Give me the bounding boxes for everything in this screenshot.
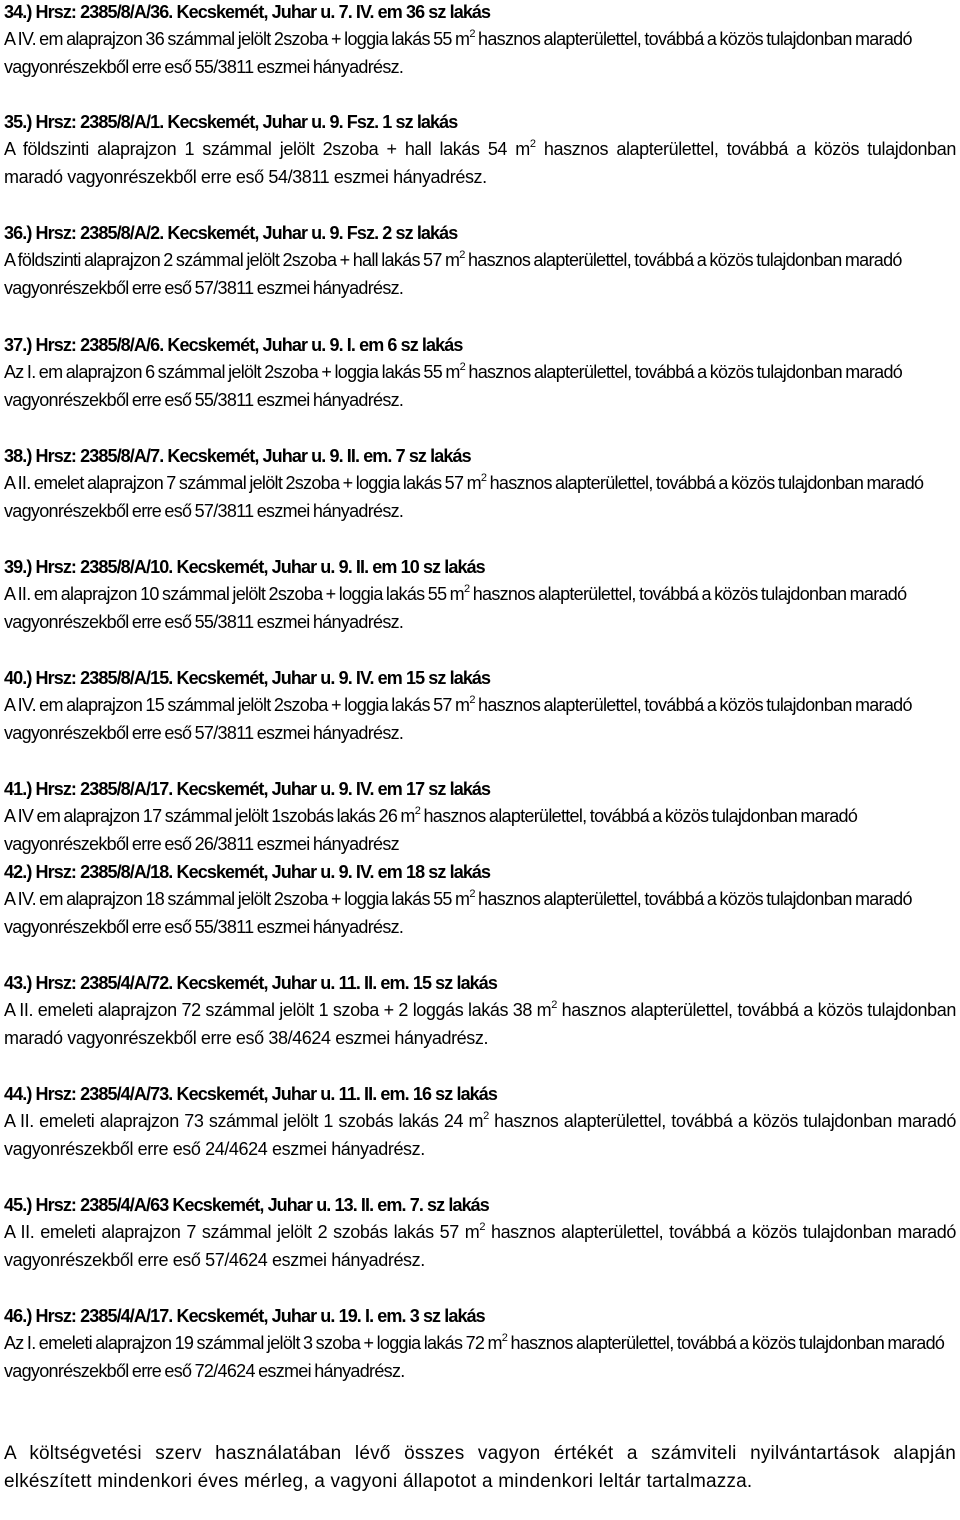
property-entry-39 <box>4 555 956 636</box>
property-entry-44 <box>4 1082 956 1163</box>
entry-description: A földszinti alaprajzon 2 számmal jelölt 2szoba + hall lakás 57 $m^2$ hasznos alapterülettel, továbbá a közös tulajdonban maradó vagyonrészekből erre eső 57/3811 eszmei hányadrész. <box>4 249 902 298</box>
entry-title: 36.) Hrsz: 2385/8/A/2. Kecskemét, Juhar u. 9. Fsz. 2 sz lakás <box>4 223 458 243</box>
entry-title: 38.) Hrsz: 2385/8/A/7. Kecskemét, Juhar u. 9. II. em. 7 sz lakás <box>4 446 471 466</box>
entry-description: Az I. emeleti alaprajzon 19 számmal jelölt 3 szoba + loggia lakás 72 $m^2$ hasznos alapterülettel, továbbá a közös tulajdonban maradó vagyonrészekből erre eső 72/4624 eszmei hányadrész. <box>4 1332 945 1381</box>
entry-title: 34.) Hrsz: 2385/8/A/36. Kecskemét, Juhar u. 7. IV. em 36 sz lakás <box>4 2 491 22</box>
entry-title: 44.) Hrsz: 2385/4/A/73. Kecskemét, Juhar u. 11. II. em. 16 sz lakás <box>4 1084 498 1104</box>
property-entry-42 <box>4 860 956 941</box>
entry-title: 35.) Hrsz: 2385/8/A/1. Kecskemét, Juhar u. 9. Fsz. 1 sz lakás <box>4 112 458 132</box>
entry-description: A IV. em alaprajzon 18 számmal jelölt 2szoba + loggia lakás 55 $m^2$ hasznos alapterülettel, továbbá a közös tulajdonban maradó vagyonrészekből erre eső 55/3811 eszmei hányadrész. <box>4 888 912 937</box>
entry-description: A IV. em alaprajzon 15 számmal jelölt 2szoba + loggia lakás 57 $m^2$ hasznos alapterülettel, továbbá a közös tulajdonban maradó vagyonrészekből erre eső 57/3811 eszmei hányadrész. <box>4 694 912 743</box>
property-entry-35 <box>4 110 956 191</box>
property-entry-37 <box>4 333 956 414</box>
entry-title: 41.) Hrsz: 2385/8/A/17. Kecskemét, Juhar u. 9. IV. em 17 sz lakás <box>4 779 491 799</box>
property-entry-36 <box>4 221 956 302</box>
property-entry-43 <box>4 971 956 1052</box>
property-entry-46 <box>4 1304 956 1385</box>
entry-description: A II. emeleti alaprajzon 7 számmal jelölt 2 szobás lakás 57 $m^2$ hasznos alapterülettel, továbbá a közös tulajdonban maradó vagyonrészekből erre eső 57/4624 eszmei hányadrész. <box>4 1221 956 1270</box>
entry-title: 43.) Hrsz: 2385/4/A/72. Kecskemét, Juhar u. 11. II. em. 15 sz lakás <box>4 973 498 993</box>
entry-description: A IV em alaprajzon 17 számmal jelölt 1szobás lakás 26 $m^2$ hasznos alapterülettel, továbbá a közös tulajdonban maradó vagyonrészekből erre eső 26/3811 eszmei hányadrész <box>4 805 858 854</box>
property-entry-40 <box>4 666 956 747</box>
entry-title: 46.) Hrsz: 2385/4/A/17. Kecskemét, Juhar u. 19. I. em. 3 sz lakás <box>4 1306 485 1326</box>
property-entry-41 <box>4 777 956 858</box>
entry-title: 39.) Hrsz: 2385/8/A/10. Kecskemét, Juhar u. 9. II. em 10 sz lakás <box>4 557 485 577</box>
entry-description: Az I. em alaprajzon 6 számmal jelölt 2szoba + loggia lakás 55 $m^2$ hasznos alapterülettel, továbbá a közös tulajdonban maradó vagyonrészekből erre eső 55/3811 eszmei hányadrész. <box>4 361 903 410</box>
entry-title: 37.) Hrsz: 2385/8/A/6. Kecskemét, Juhar u. 9. I. em 6 sz lakás <box>4 335 463 355</box>
entry-title: 42.) Hrsz: 2385/8/A/18. Kecskemét, Juhar u. 9. IV. em 18 sz lakás <box>4 862 491 882</box>
entry-description: A II. emeleti alaprajzon 73 számmal jelölt 1 szobás lakás 24 $m^2$ hasznos alapterülettel, továbbá a közös tulajdonban maradó vagyonrészekből erre eső 24/4624 eszmei hányadrész. <box>4 1110 956 1159</box>
entry-description: A IV. em alaprajzon 36 számmal jelölt 2szoba + loggia lakás 55 $m^2$ hasznos alapterülettel, továbbá a közös tulajdonban maradó vagyonrészekből erre eső 55/3811 eszmei hányadrész. <box>4 28 912 77</box>
entry-description: A földszinti alaprajzon 1 számmal jelölt 2szoba + hall lakás 54 $m^2$ hasznos alapterülettel, továbbá a közös tulajdonban maradó vagyonrészekből erre eső 54/3811 eszmei hányadrész. <box>4 138 956 187</box>
property-entry-38 <box>4 444 956 525</box>
property-entry-45 <box>4 1193 956 1274</box>
entry-description: A II. em alaprajzon 10 számmal jelölt 2szoba + loggia lakás 55 $m^2$ hasznos alapterülettel, továbbá a közös tulajdonban maradó vagyonrészekből erre eső 55/3811 eszmei hányadrész. <box>4 583 907 632</box>
property-entry-34 <box>4 0 956 81</box>
entry-description: A II. emeleti alaprajzon 72 számmal jelölt 1 szoba + 2 loggás lakás 38 $m^2$ hasznos alapterülettel, továbbá a közös tulajdonban maradó vagyonrészekből erre eső 38/4624 eszmei hányadrész. <box>4 999 956 1048</box>
entry-title: 40.) Hrsz: 2385/8/A/15. Kecskemét, Juhar u. 9. IV. em 15 sz lakás <box>4 668 491 688</box>
closing-paragraph: A költségvetési szerv használatában lévő összes vagyon értékét a számviteli nyilvántartások alapján elkészített mindenkori éves mérleg, a vagyoni állapotot a mindenkori leltár tartalmazza. <box>4 1443 956 1492</box>
entry-description: A II. emelet alaprajzon 7 számmal jelölt 2szoba + loggia lakás 57 $m^2$ hasznos alapterülettel, továbbá a közös tulajdonban maradó vagyonrészekből erre eső 57/3811 eszmei hányadrész. <box>4 472 924 521</box>
entry-title: 45.) Hrsz: 2385/4/A/63 Kecskemét, Juhar u. 13. II. em. 7. sz lakás <box>4 1195 489 1215</box>
